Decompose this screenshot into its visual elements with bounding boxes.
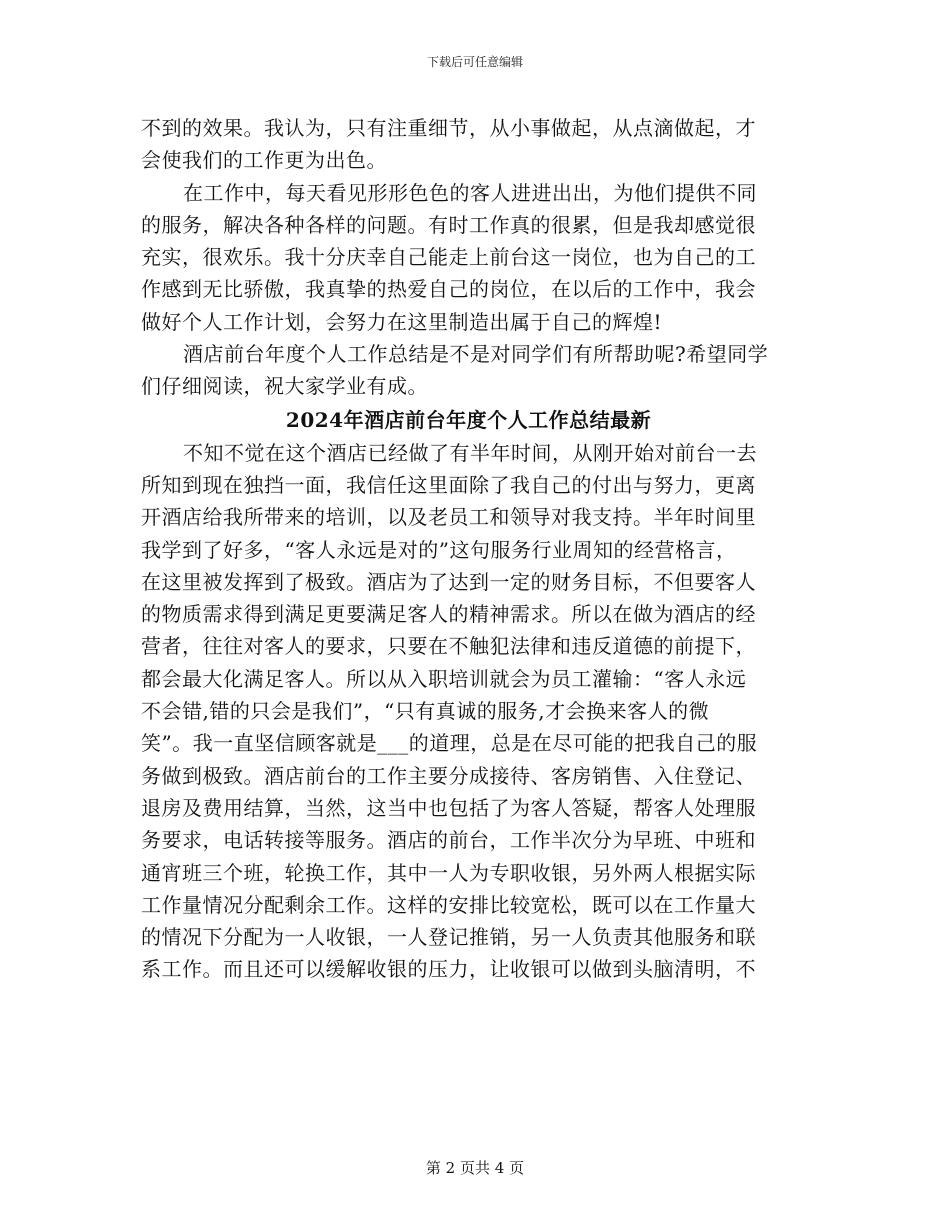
page-number: 第 2 页共 4 页 [425, 1159, 525, 1177]
paragraph-start-line: 不知不觉在这个酒店已经做了有半年时间，从刚开始对前台一去 [183, 440, 757, 465]
text-line: 营者，往往对客人的要求，只要在不触犯法律和违反道德的前提下， [141, 634, 756, 659]
text-line: 在这里被发挥到了极致。酒店为了达到一定的财务目标，不但要客人 [141, 569, 756, 594]
text-line: 作感到无比骄傲，我真挚的热爱自己的岗位，在以后的工作中，我会 [141, 277, 756, 302]
text-line: 们仔细阅读，祝大家学业有成。 [141, 374, 428, 399]
text-line: 务做到极致。酒店前台的工作主要分成接待、客房销售、入住登记、 [141, 763, 756, 788]
text-line: 务要求，电话转接等服务。酒店的前台，工作半次分为早班、中班和 [141, 828, 756, 853]
text-line: 通宵班三个班，轮换工作，其中一人为专职收银，另外两人根据实际 [141, 860, 756, 885]
text-line: 的服务，解决各种各样的问题。有时工作真的很累，但是我却感觉很 [141, 212, 756, 237]
section-heading: 2024年酒店前台年度个人工作总结最新 [285, 407, 652, 432]
text-line: 会使我们的工作更为出色。 [141, 148, 387, 173]
text-line: 都会最大化满足客人。所以从入职培训就会为员工灌输：“客人永远 [141, 666, 747, 691]
text-line: 所知到现在独挡一面，我信任这里面除了我自己的付出与努力，更离 [141, 472, 756, 497]
text-line: 系工作。而且还可以缓解收银的压力，让收银可以做到头脑清明，不 [141, 957, 756, 982]
text-line: 不到的效果。我认为，只有注重细节，从小事做起，从点滴做起，才 [141, 116, 756, 140]
text-line: 工作量情况分配剩余工作。这样的安排比较宽松，既可以在工作量大 [141, 892, 756, 917]
text-line: 做好个人工作计划，会努力在这里制造出属于自己的辉煌! [141, 309, 663, 334]
paragraph-start-line: 酒店前台年度个人工作总结是不是对同学们有所帮助呢?希望同学 [183, 342, 769, 367]
text-line: 开酒店给我所带来的培训，以及老员工和领导对我支持。半年时间里 [141, 505, 756, 530]
text-line: 笑”。我一直坚信顾客就是___的道理，总是在尽可能的把我自己的服 [141, 731, 758, 756]
text-line: 的物质需求得到满足更要满足客人的精神需求。所以在做为酒店的经 [141, 602, 756, 627]
text-line: 退房及费用结算，当然，这当中也包括了为客人答疑，帮客人处理服 [141, 795, 756, 820]
text-line: 不会错,错的只会是我们”，“只有真诚的服务,才会换来客人的微 [141, 699, 710, 724]
text-line: 充实，很欢乐。我十分庆幸自己能走上前台这一岗位，也为自己的工 [141, 245, 756, 270]
document-body [141, 112, 796, 986]
text-line: 我学到了好多，“客人永远是对的”这句服务行业周知的经营格言， [141, 537, 737, 562]
paragraph-start-line: 在工作中，每天看见形形色色的客人进进出出，为他们提供不同 [183, 180, 757, 205]
page-header: 下载后可任意编辑 [426, 55, 523, 69]
text-line: 的情况下分配为一人收银，一人登记推销，另一人负责其他服务和联 [141, 925, 756, 950]
